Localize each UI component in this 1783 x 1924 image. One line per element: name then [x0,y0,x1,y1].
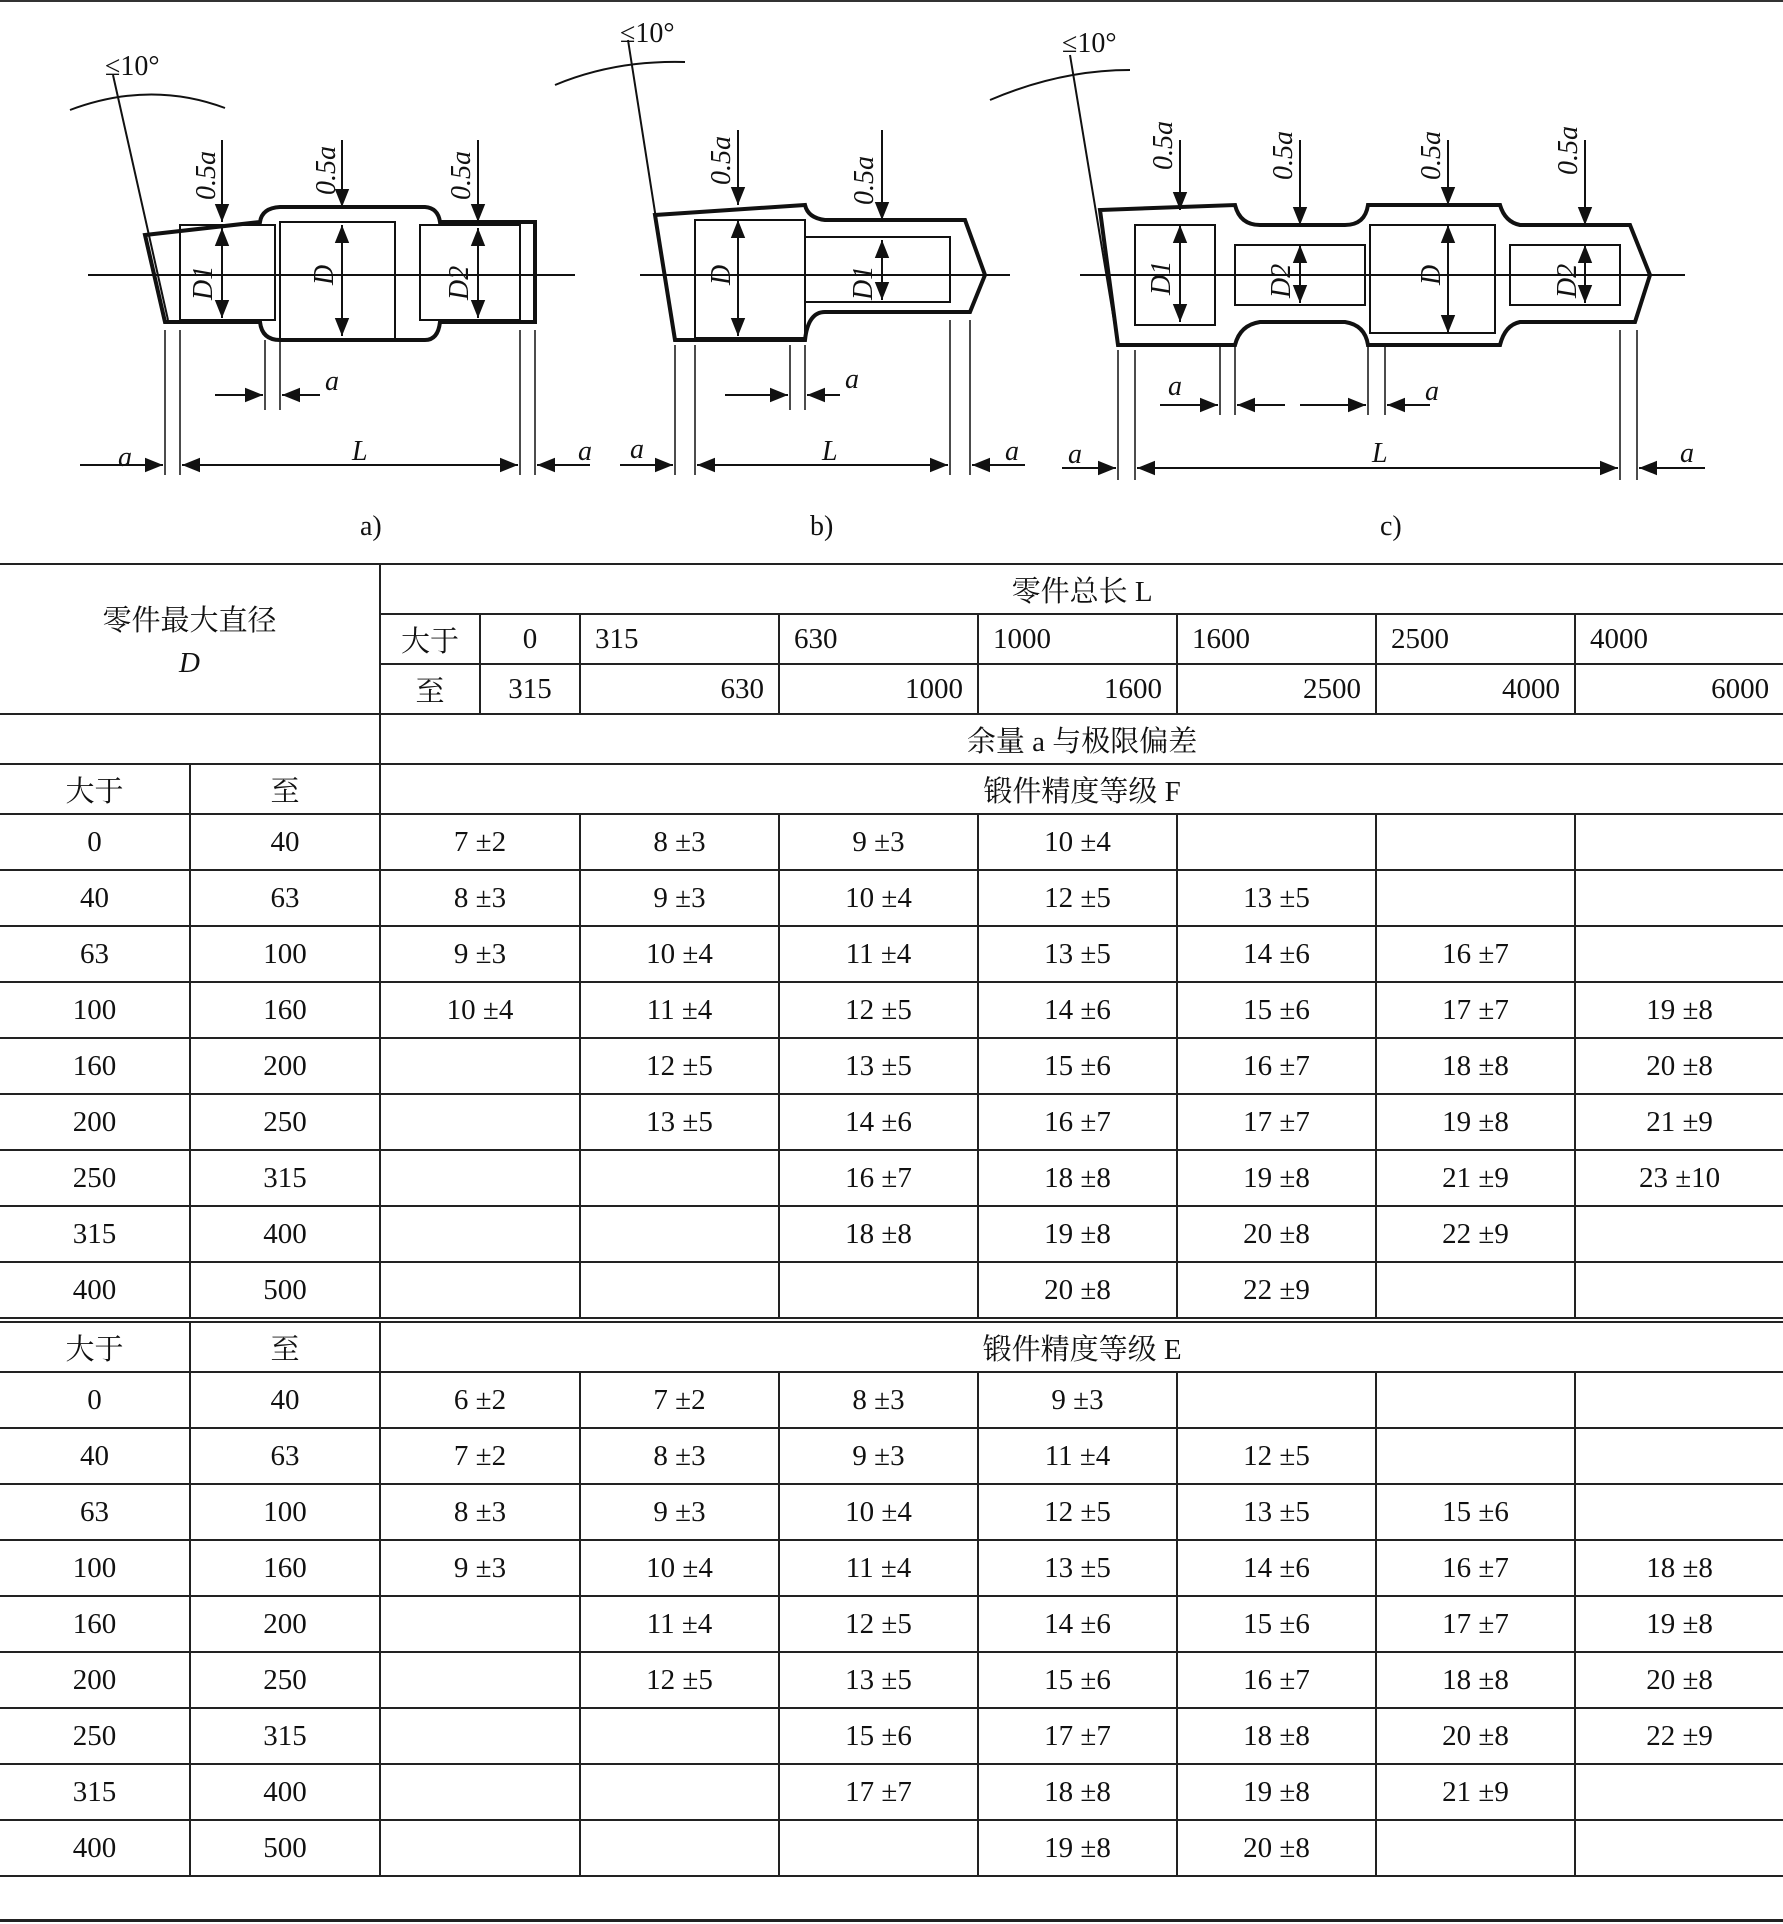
allowance-cell [1575,1484,1783,1540]
L-label: L [352,436,368,467]
a-label: a [578,436,592,467]
allowance-cell [380,1262,580,1320]
allowance-cell: 18 ±8 [1376,1038,1575,1094]
allowance-cell: 8 ±3 [580,814,779,870]
diameter-from-cell: 315 [0,1764,190,1820]
table-row [0,814,1783,870]
a-label: a [1680,438,1694,469]
a-label: a [1425,376,1439,407]
D-label: D [309,264,340,285]
allowance-cell: 10 ±4 [580,926,779,982]
table-row [0,1652,1783,1708]
diameter-from-cell: 0 [0,814,190,870]
allowance-cell: 13 ±5 [978,926,1177,982]
diameter-to-cell: 100 [190,1484,380,1540]
allowance-cell: 22 ±9 [1376,1206,1575,1262]
allowance-cell: 14 ±6 [779,1094,978,1150]
allowance-cell [380,1708,580,1764]
allowance-cell: 10 ±4 [779,870,978,926]
allowance-cell [1575,1262,1783,1320]
diameter-from-cell: 200 [0,1652,190,1708]
over-label: 大于 [0,1320,190,1372]
half-a-label: 0.5a [191,151,222,200]
allowance-cell: 18 ±8 [978,1150,1177,1206]
allowance-cell: 17 ±7 [978,1708,1177,1764]
allowance-cell: 20 ±8 [1177,1820,1376,1876]
diameter-from-cell: 40 [0,1428,190,1484]
table-row [0,1820,1783,1876]
figure-b [555,40,1025,475]
half-a-label: 0.5a [1416,131,1447,180]
allowance-cell: 19 ±8 [978,1820,1177,1876]
table-row [0,1484,1783,1540]
allowance-cell: 17 ±7 [779,1764,978,1820]
diameter-to-cell: 400 [190,1206,380,1262]
length-to-cell: 4000 [1376,664,1575,714]
allowance-cell: 14 ±6 [978,982,1177,1038]
allowance-cell: 22 ±9 [1177,1262,1376,1320]
length-from-cell: 0 [480,614,580,664]
diameter-symbol: D [179,647,200,679]
allowance-cell [580,1820,779,1876]
allowance-cell: 22 ±9 [1575,1708,1783,1764]
allowance-cell: 12 ±5 [779,982,978,1038]
allowance-cell [1376,1820,1575,1876]
length-from-cell: 1600 [1177,614,1376,664]
upto-label: 至 [190,1320,380,1372]
allowance-cell [1376,1428,1575,1484]
allowance-cell: 17 ±7 [1177,1094,1376,1150]
length-to-cell: 1600 [978,664,1177,714]
allowance-cell: 15 ±6 [779,1708,978,1764]
L-label: L [1372,438,1388,469]
allowance-cell: 13 ±5 [779,1038,978,1094]
L-label: L [822,436,838,467]
allowance-cell: 7 ±2 [380,1428,580,1484]
allowance-cell [1376,1372,1575,1428]
allowance-cell [380,1596,580,1652]
grade-header-row [0,764,1783,814]
diameter-to-cell: 100 [190,926,380,982]
grade-label: 锻件精度等级 E [380,1320,1783,1372]
allowance-cell [1575,1764,1783,1820]
diameter-to-cell: 40 [190,1372,380,1428]
length-from-cell: 315 [580,614,779,664]
upto-label: 至 [380,664,480,714]
allowance-cell [380,1652,580,1708]
allowance-cell: 21 ±9 [1575,1094,1783,1150]
diameter-from-cell: 315 [0,1206,190,1262]
length-to-cell: 630 [580,664,779,714]
diameter-to-cell: 160 [190,1540,380,1596]
allowance-cell: 14 ±6 [1177,926,1376,982]
diameter-to-cell: 63 [190,870,380,926]
diameter-to-cell: 400 [190,1764,380,1820]
caption-b: b) [810,511,834,542]
half-a-label: 0.5a [849,156,880,205]
diameter-from-cell: 160 [0,1038,190,1094]
allowance-cell: 20 ±8 [978,1262,1177,1320]
caption-a: a) [360,511,382,542]
allowance-cell: 11 ±4 [580,982,779,1038]
allowance-cell: 16 ±7 [978,1094,1177,1150]
half-a-label: 0.5a [1148,121,1179,170]
diameter-to-cell: 250 [190,1094,380,1150]
diameter-from-cell: 100 [0,1540,190,1596]
length-from-cell: 2500 [1376,614,1575,664]
allowance-cell: 7 ±2 [380,814,580,870]
figure-b-labels [620,18,1019,542]
allowance-cell: 13 ±5 [779,1652,978,1708]
diameter-to-cell: 500 [190,1820,380,1876]
diameter-to-cell: 315 [190,1708,380,1764]
allowance-cell [1575,870,1783,926]
allowance-cell [380,1038,580,1094]
allowance-cell: 10 ±4 [380,982,580,1038]
table-row [0,1708,1783,1764]
diameter-header-cell [0,564,380,714]
grade-header-row [0,1320,1783,1372]
allowance-cell: 13 ±5 [1177,870,1376,926]
allowance-cell: 15 ±6 [978,1038,1177,1094]
bottom-rule [0,1919,1783,1922]
allowance-cell [380,1764,580,1820]
allowance-cell: 20 ±8 [1575,1652,1783,1708]
allowance-cell [1376,1262,1575,1320]
allowance-cell: 6 ±2 [380,1372,580,1428]
half-a-label: 0.5a [1268,131,1299,180]
D2-label: D2 [1266,263,1297,298]
allowance-cell: 15 ±6 [978,1652,1177,1708]
allowance-cell: 14 ±6 [1177,1540,1376,1596]
allowance-cell: 19 ±8 [1575,1596,1783,1652]
allowance-cell: 8 ±3 [779,1372,978,1428]
allowance-cell: 13 ±5 [580,1094,779,1150]
allowance-cell: 12 ±5 [580,1652,779,1708]
D-label: D [1416,264,1447,285]
table-row [0,1428,1783,1484]
figure-c [990,55,1705,480]
allowance-cell [380,1820,580,1876]
a-label: a [630,434,644,465]
over-label: 大于 [380,614,480,664]
allowance-cell: 20 ±8 [1177,1206,1376,1262]
angle-label-a: ≤10° [105,51,160,82]
half-a-label: 0.5a [1553,126,1584,175]
allowance-cell: 10 ±4 [779,1484,978,1540]
allowance-cell: 16 ±7 [1376,926,1575,982]
diameter-from-cell: 40 [0,870,190,926]
length-to-cell: 2500 [1177,664,1376,714]
allowance-cell: 9 ±3 [580,870,779,926]
D1-label: D1 [188,265,219,300]
allowance-cell: 12 ±5 [978,1484,1177,1540]
D2-label: D2 [1552,263,1583,298]
allowance-cell: 15 ±6 [1177,1596,1376,1652]
diameter-from-cell: 160 [0,1596,190,1652]
allowance-cell: 16 ±7 [1177,1038,1376,1094]
allowance-cell: 14 ±6 [978,1596,1177,1652]
table-row [0,1206,1783,1262]
allowance-cell [580,1262,779,1320]
diameter-to-cell: 40 [190,814,380,870]
diameter-from-cell: 100 [0,982,190,1038]
length-to-cell: 1000 [779,664,978,714]
allowance-cell: 23 ±10 [1575,1150,1783,1206]
diameter-header: 零件最大直径 [102,605,277,637]
allowance-cell: 7 ±2 [580,1372,779,1428]
allowance-table [0,563,1783,1877]
table-row [0,870,1783,926]
allowance-cell: 19 ±8 [1376,1094,1575,1150]
allowance-cell: 20 ±8 [1575,1038,1783,1094]
allowance-cell [580,1708,779,1764]
table-row [0,1540,1783,1596]
table-row [0,982,1783,1038]
allowance-cell [380,1206,580,1262]
allowance-cell: 11 ±4 [580,1596,779,1652]
allowance-cell: 16 ±7 [1376,1540,1575,1596]
a-label: a [1168,371,1182,402]
diameter-to-cell: 63 [190,1428,380,1484]
table-row [0,1372,1783,1428]
table-row [0,1764,1783,1820]
allowance-cell [1575,1820,1783,1876]
caption-c: c) [1380,511,1402,542]
diameter-from-cell: 400 [0,1820,190,1876]
allowance-cell: 18 ±8 [1575,1540,1783,1596]
allowance-cell [1575,926,1783,982]
allowance-cell [1575,814,1783,870]
diameter-to-cell: 315 [190,1150,380,1206]
allowance-cell [1177,1372,1376,1428]
angle-label-c: ≤10° [1062,28,1117,59]
allowance-cell: 11 ±4 [779,926,978,982]
allowance-cell: 12 ±5 [580,1038,779,1094]
diameter-from-cell: 400 [0,1262,190,1320]
diameter-to-cell: 500 [190,1262,380,1320]
allowance-cell: 10 ±4 [978,814,1177,870]
allowance-cell: 12 ±5 [978,870,1177,926]
length-header: 零件总长 L [380,564,1783,614]
allowance-cell: 12 ±5 [779,1596,978,1652]
allowance-cell: 15 ±6 [1177,982,1376,1038]
allowance-cell: 17 ±7 [1376,982,1575,1038]
allowance-cell: 9 ±3 [580,1484,779,1540]
angle-label-b: ≤10° [620,18,675,49]
grade-label: 锻件精度等级 F [380,764,1783,814]
length-to-cell: 6000 [1575,664,1783,714]
a-label: a [845,364,859,395]
diameter-from-cell: 250 [0,1708,190,1764]
allowance-cell [1575,1428,1783,1484]
allowance-cell [779,1820,978,1876]
length-from-cell: 1000 [978,614,1177,664]
table-row [0,1150,1783,1206]
allowance-cell: 9 ±3 [978,1372,1177,1428]
table-row [0,1262,1783,1320]
diameter-to-cell: 200 [190,1596,380,1652]
diameter-from-cell: 0 [0,1372,190,1428]
allowance-cell: 8 ±3 [380,870,580,926]
allowance-cell [580,1150,779,1206]
D-label: D [706,264,737,285]
D1-label: D1 [848,265,879,300]
allowance-cell: 13 ±5 [1177,1484,1376,1540]
table-row [0,1596,1783,1652]
a-label: a [1005,436,1019,467]
half-a-label: 0.5a [446,151,477,200]
allowance-cell: 15 ±6 [1376,1484,1575,1540]
diameter-to-cell: 200 [190,1038,380,1094]
allowance-cell [380,1094,580,1150]
length-from-cell: 4000 [1575,614,1783,664]
allowance-cell: 18 ±8 [779,1206,978,1262]
table-row [0,1094,1783,1150]
allowance-cell [580,1764,779,1820]
allowance-cell: 9 ±3 [779,814,978,870]
figure-c-labels [1062,28,1694,542]
D2-label: D2 [444,265,475,300]
diameter-from-cell: 250 [0,1150,190,1206]
allowance-cell: 11 ±4 [978,1428,1177,1484]
allowance-cell: 17 ±7 [1376,1596,1575,1652]
allowance-cell: 20 ±8 [1376,1708,1575,1764]
forging-shaft-drawings [0,0,1783,560]
allowance-cell: 10 ±4 [580,1540,779,1596]
diameter-from-cell: 63 [0,926,190,982]
allowance-header: 余量 a 与极限偏差 [380,714,1783,764]
allowance-cell [1575,1206,1783,1262]
allowance-cell [1177,814,1376,870]
diameter-from-cell: 63 [0,1484,190,1540]
allowance-cell: 11 ±4 [779,1540,978,1596]
half-a-label: 0.5a [311,146,342,195]
table-row [0,1038,1783,1094]
allowance-cell [1575,1372,1783,1428]
diameter-from-cell: 200 [0,1094,190,1150]
allowance-cell: 9 ±3 [779,1428,978,1484]
table-row [0,926,1783,982]
allowance-cell: 19 ±8 [1177,1150,1376,1206]
upto-label: 至 [190,764,380,814]
diameter-to-cell: 250 [190,1652,380,1708]
allowance-cell [779,1262,978,1320]
D1-label: D1 [1146,260,1177,295]
allowance-cell: 8 ±3 [580,1428,779,1484]
allowance-cell: 13 ±5 [978,1540,1177,1596]
allowance-cell: 9 ±3 [380,1540,580,1596]
allowance-cell: 21 ±9 [1376,1764,1575,1820]
allowance-cell: 18 ±8 [1177,1708,1376,1764]
allowance-cell: 8 ±3 [380,1484,580,1540]
allowance-cell: 19 ±8 [1575,982,1783,1038]
a-label: a [325,366,339,397]
a-label: a [118,442,132,473]
allowance-cell: 18 ±8 [1376,1652,1575,1708]
spacer-cell [0,714,380,764]
allowance-cell: 16 ±7 [779,1150,978,1206]
length-from-cell: 630 [779,614,978,664]
a-label: a [1068,439,1082,470]
over-label: 大于 [0,764,190,814]
allowance-cell [1376,814,1575,870]
figure-a-labels [105,51,592,542]
length-to-cell: 315 [480,664,580,714]
allowance-cell [380,1150,580,1206]
allowance-cell: 12 ±5 [1177,1428,1376,1484]
allowance-cell [1376,870,1575,926]
diameter-to-cell: 160 [190,982,380,1038]
allowance-cell: 19 ±8 [978,1206,1177,1262]
allowance-cell: 19 ±8 [1177,1764,1376,1820]
allowance-cell [580,1206,779,1262]
allowance-cell: 9 ±3 [380,926,580,982]
allowance-cell: 21 ±9 [1376,1150,1575,1206]
allowance-cell: 18 ±8 [978,1764,1177,1820]
allowance-cell: 16 ±7 [1177,1652,1376,1708]
half-a-label: 0.5a [706,136,737,185]
